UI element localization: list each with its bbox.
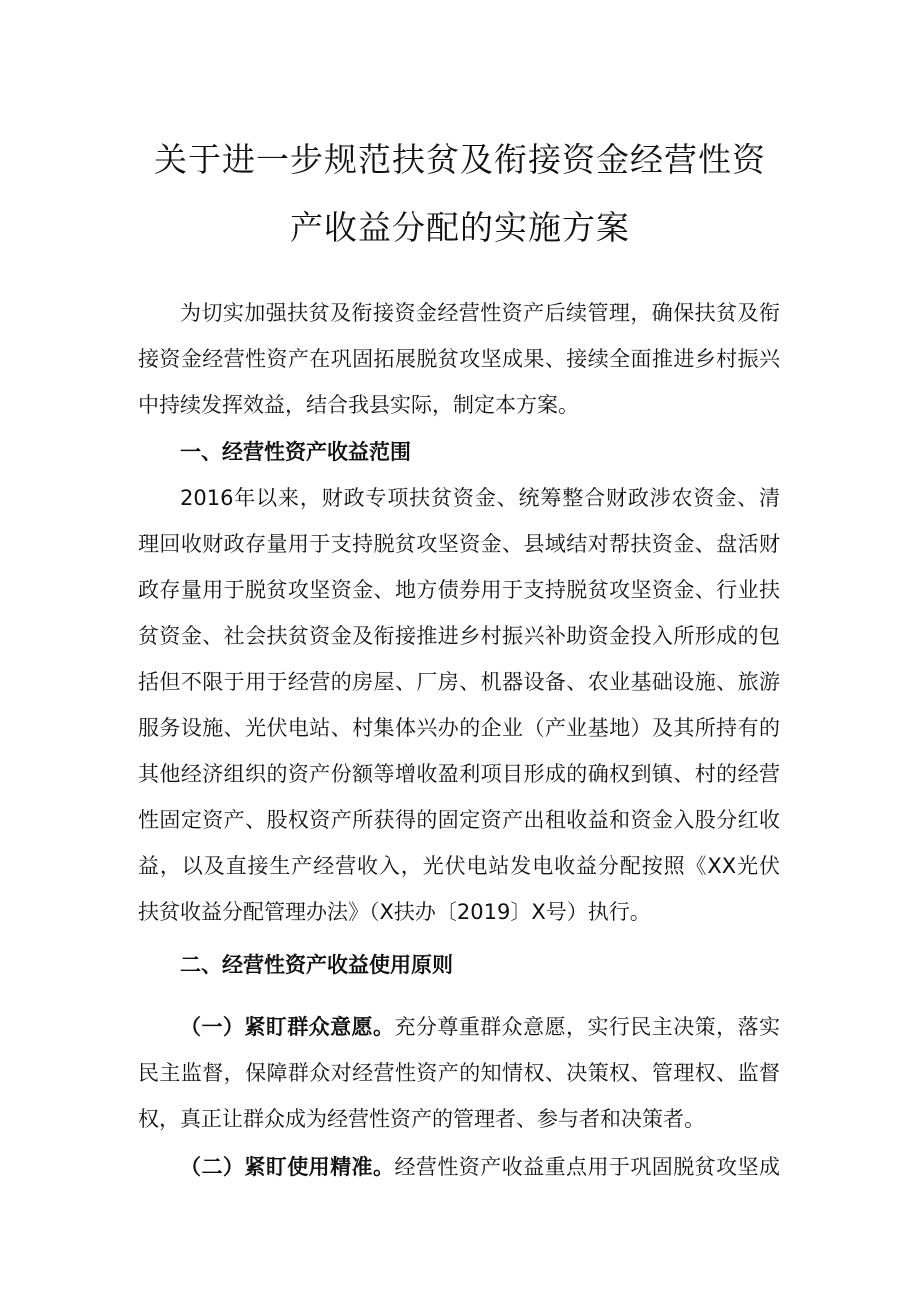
section1-line: 括但不限于用于经营的房屋、厂房、机器设备、农业基础设施、旅游 [138,670,780,694]
section1-line: 其他经济组织的资产份额等增收盈利项目形成的确权到镇、村的经营 [138,762,780,786]
principle-2-first-line [180,1152,780,1182]
section1-line: 政存量用于脱贫攻坚资金、地方债券用于支持脱贫攻坚资金、行业扶 [138,578,780,602]
principle-2-lead: （二）紧盯使用精准。 [180,1155,395,1179]
section1-line: 理回收财政存量用于支持脱贫攻坚资金、县域结对帮扶资金、盘活财 [138,532,780,556]
section1-line: 2016年以来，财政专项扶贫资金、统筹整合财政涉农资金、清 [180,486,780,510]
section1-line: 性固定资产、股权资产所获得的固定资产出租收益和资金入股分红收 [138,808,780,832]
section-heading-2: 二、经营性资产收益使用原则 [180,953,453,977]
section1-line: 扶贫收益分配管理办法》（X扶办〔2019〕X号）执行。 [138,900,651,924]
principle-1-first-line [180,1012,780,1042]
intro-line: 接资金经营性资产在巩固拓展脱贫攻坚成果、接续全面推进乡村振兴 [138,347,780,371]
principle1-line: 权，真正让群众成为经营性资产的管理者、参与者和决策者。 [138,1107,705,1131]
section1-line: 贫资金、社会扶贫资金及衔接推进乡村振兴补助资金投入所形成的包 [138,624,780,648]
principle-1-lead: （一）紧盯群众意愿。 [180,1015,395,1039]
section-heading-1: 一、经营性资产收益范围 [180,440,411,464]
section1-line: 益，以及直接生产经营收入，光伏电站发电收益分配按照《XX光伏 [138,854,780,878]
principle-2-text: 经营性资产收益重点用于巩固脱贫攻坚成 [394,1155,781,1179]
principle-1-text: 充分尊重群众意愿，实行民主决策，落实 [394,1015,781,1039]
section1-line: 服务设施、光伏电站、村集体兴办的企业（产业基地）及其所持有的 [138,716,780,740]
intro-line: 中持续发挥效益，结合我县实际，制定本方案。 [138,393,579,417]
principle1-line: 民主监督，保障群众对经营性资产的知情权、决策权、管理权、监督 [138,1061,780,1085]
document-title-line-1: 关于进一步规范扶贫及衔接资金经营性资 [154,140,766,179]
intro-line: 为切实加强扶贫及衔接资金经营性资产后续管理，确保扶贫及衔 [180,301,780,325]
document-title-line-2: 产收益分配的实施方案 [290,208,630,247]
